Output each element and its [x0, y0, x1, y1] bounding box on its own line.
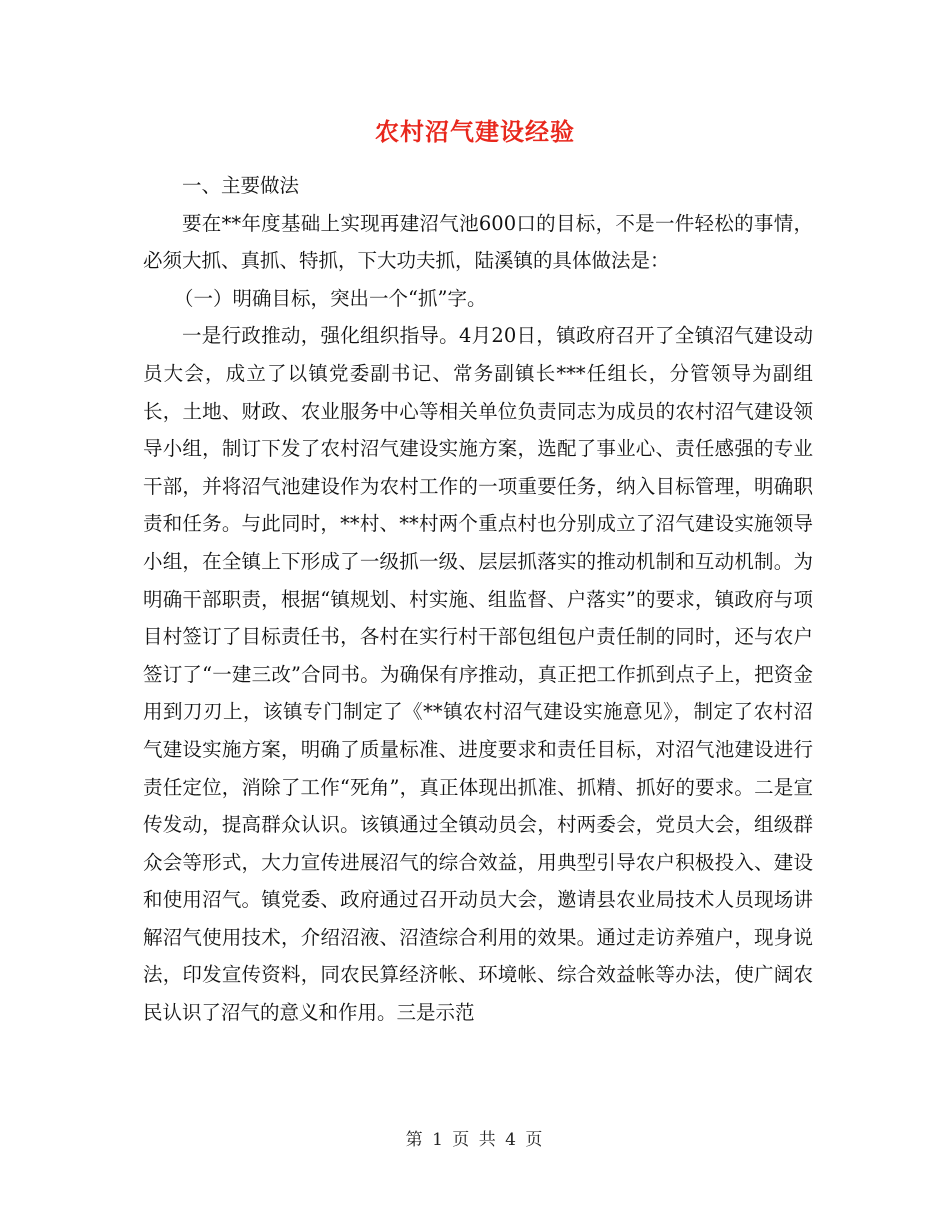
subheading: （一）明确目标，突出一个“抓”字。 — [174, 286, 487, 310]
section-heading: 一、主要做法 — [182, 174, 300, 197]
page-footer: 第 1 页 共 4 页 — [405, 1130, 545, 1150]
document-title: 农村沼气建设经验 — [375, 117, 575, 146]
main-paragraph: 一是行政推动，强化组织指导。4月20日，镇政府召开了全镇沼气建设动员大会，成立了以镇党委副书记、常务副镇长***任组长，分管领导为副组长，土地、财政、农业服务中心等相关单位负责同志为成员的农村沼气建设领导小组，制订下发了农村沼气建设实施方案，选配了事业心、责任感强的专业干部，并将沼气池建设作为农村工作的一项重要任务，纳入目标管理，明确职责和任务。与此同时，**村、**村两个重点村也分别成立了沼气建设实施领导小组，在全镇上下形成了一级抓一级、层层抓落实的推动机制和互动机制。为明确干部职责，根据“镇规划、村实施、组监督、户落实”的要求，镇政府与项目村签订了目标责任书，各村在实行村干部包组包户责任制的同时，还与农户签订了“一建三改”合同书。为确保有序推动，真正把工作抓到点子上，把资金用到刀刃上，该镇专门制定了《**镇农村沼气建设实施意见》，制定了农村沼气建设实施方案，明确了质量标准、进度要求和责任目标，对沼气池建设进行责任定位，消除了工作“死角”，真正体现出抓准、抓精、抓好的要求。二是宣传发动，提高群众认识。该镇通过全镇动员会，村两委会，党员大会，组级群众会等形式，大力宣传进展沼气的综合效益，用典型引导农户积极投入、建设和使用沼气。镇党委、政府通过召开动员大会，邀请县农业局技术人员现场讲解沼气使用技术，介绍沼液、沼渣综合利用的效果。通过走访养殖户，现身说法，印发宣传资料，同农民算经济帐、环境帐、综合效益帐等办法，使广阔农民认识了沼气的意义和作用。三是示范 — [143, 324, 813, 1025]
document-body — [143, 167, 813, 1032]
intro-paragraph: 要在**年度基础上实现再建沼气池600口的目标，不是一件轻松的事情，必须大抓、真抓、特抓，下大功夫抓，陆溪镇的具体做法是： — [143, 211, 813, 273]
